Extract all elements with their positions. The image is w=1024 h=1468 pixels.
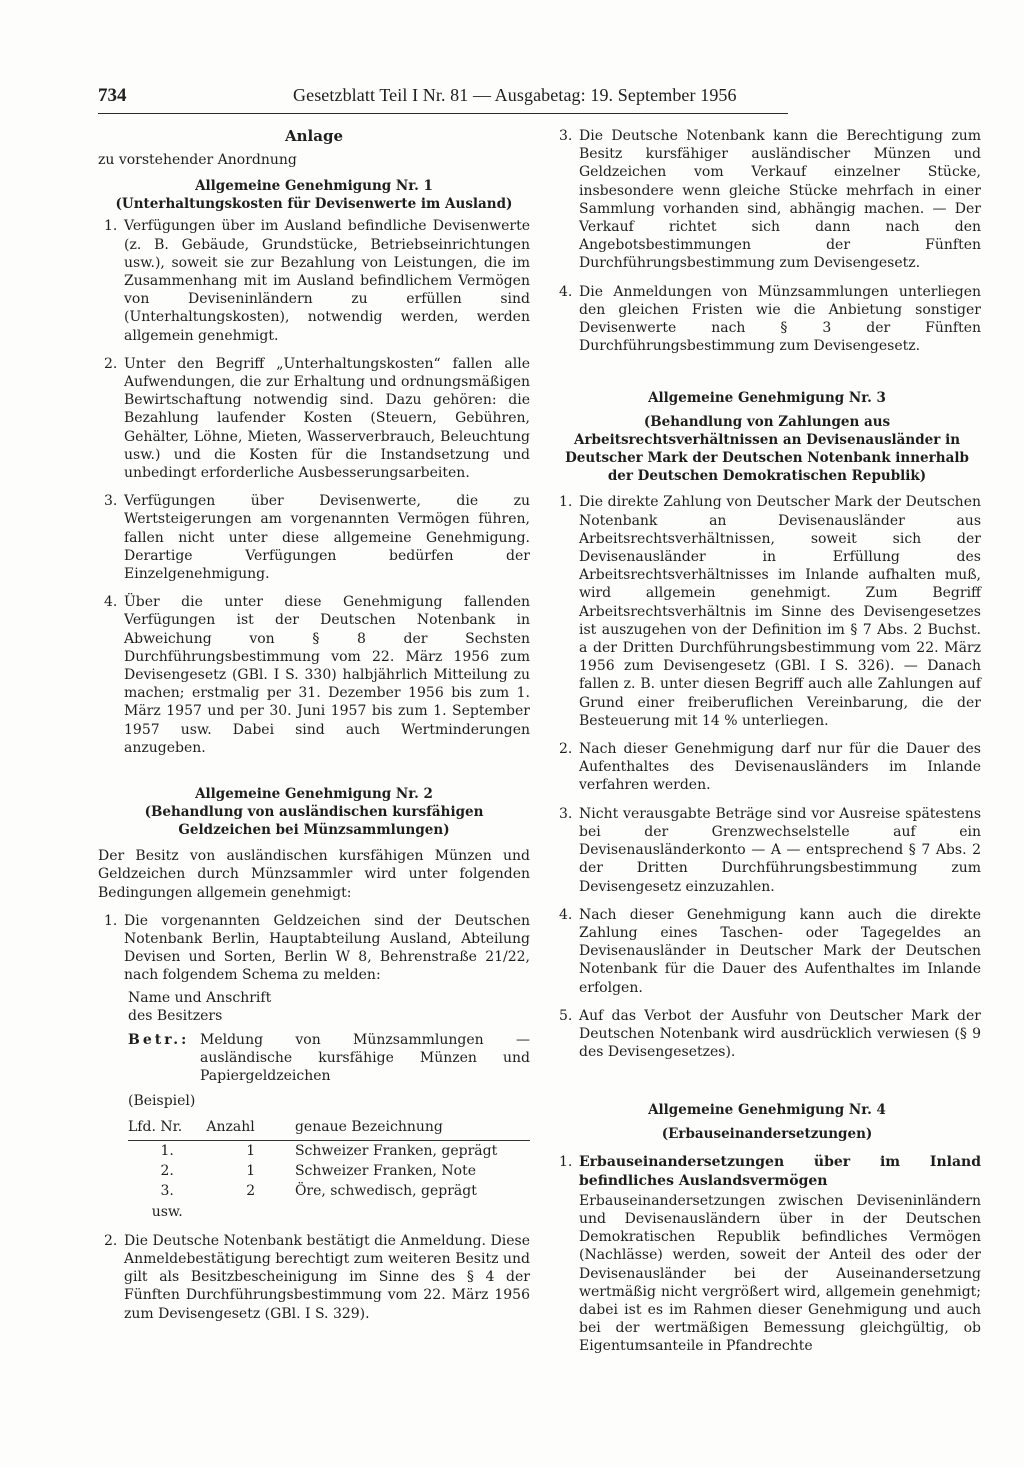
item-number: 1.: [104, 912, 118, 929]
table-cell: Schweizer Franken, Note: [294, 1163, 476, 1180]
item-text: Nach dieser Genehmigung darf nur für die Dauer des Aufenthaltes des Devisenausländers im Inlande verfahren werden.: [579, 741, 981, 794]
item-text: Verfügungen über im Ausland befindliche Devisenwerte (z. B. Gebäude, Grundstücke, Betriebseinrichtungen usw.), soweit sie zur Bezahlung von Leistungen, die im Zusammenhang mit im Ausland befindlichem Vermögen von Deviseninländern zu erfüllen sind (Unterhaltungskosten), notwendig werden, werden allgemein genehmigt.: [124, 218, 530, 344]
table-cell: usw.: [151, 1203, 183, 1220]
table-header: genaue Bezeichnung: [295, 1116, 530, 1141]
table-header: Anzahl: [206, 1116, 295, 1141]
item-heading: Erbauseinandersetzungen über im Inland befindliches Auslandsvermögen: [579, 1154, 981, 1189]
g2-title: Allgemeine Genehmigung Nr. 2: [195, 786, 433, 803]
g4-title: Allgemeine Genehmigung Nr. 4: [648, 1102, 886, 1119]
g2-subtitle: (Behandlung von ausländischen kursfähigen Geldzeichen bei Münzsammlungen): [144, 804, 484, 839]
item-text: Die Deutsche Notenbank bestätigt die Anmeldung. Diese Anmeldebestätigung berechtigt zum weiteren Besitz und gilt als Besitzbescheinigung im Sinne des § 4 der Fünften Durchführungsbestimmung vom 22. März 1956 zum Devisengesetz (GBl. I S. 329).: [124, 1232, 530, 1322]
item-text: Nach dieser Genehmigung kann auch die direkte Zahlung eines Taschen- oder Tagegeldes an Devisenausländer in Deutscher Mark der Deutschen Notenbank für die Dauer des Aufenthaltes im Inlande erfolgen.: [579, 906, 981, 996]
item-text: Nicht verausgabte Beträge sind vor Ausreise spätestens bei der Grenzwechselstelle auf ein Devisenausländerkonto — A — entsprechend § 7 Abs. 2 der Dritten Durchführungsbestimmung zum Devisengesetz einzuzahlen.: [579, 805, 981, 895]
table-row: [128, 1161, 530, 1181]
right-column: [553, 127, 981, 1356]
item-number: 4.: [104, 594, 118, 611]
list-item: [98, 1232, 530, 1323]
item-number: 3.: [559, 805, 573, 822]
item-text: Unter den Begriff „Unterhaltungskosten“ fallen alle Aufwendungen, die zur Erhaltung und ordnungsmäßigen Bewirtschaftung notwendig sind. Dazu gehören: die Bezahlung laufender Kosten (Steuern, Gebühren, Gehälter, Löhne, Mieten, Wasserverbrauch, Beleuchtung usw.) und die Kosten für die Instandsetzung und unbedingt erforderliche Ausbesserungsarbeiten.: [124, 355, 530, 482]
table-cell: Schweizer Franken, geprägt: [294, 1142, 498, 1159]
list-item: [98, 593, 530, 757]
item-number: 2.: [559, 741, 573, 758]
item-text: Über die unter diese Genehmigung fallenden Verfügungen ist der Deutschen Notenbank in Abweichung von § 8 der Sechsten Durchführungsbestimmung vom 22. März 1956 zum Devisengesetz (GBl. I S. 330) halbjährlich Mitteilung zu machen; erstmalig per 31. Dezember 1956 bis zum 1. März 1957 und per 30. Juni 1957 bis zum 1. September 1957 usw. Dabei sind auch Wertminderungen anzugeben.: [124, 594, 530, 756]
item-number: 3.: [104, 493, 118, 510]
item-text: Verfügungen über Devisenwerte, die zu Wertsteigerungen am vorgenannten Vermögen führen, fallen nicht unter diese allgemeine Genehmigung. Derartige Verfügungen bedürfen der Einzelgenehmigung.: [124, 493, 530, 583]
table-header: Lfd. Nr.: [128, 1116, 206, 1141]
item-number: 1.: [104, 218, 118, 235]
item-text: Auf das Verbot der Ausfuhr von Deutscher Mark der Deutschen Notenbank wird ausdrücklich verwiesen (§ 9 des Devisengesetzes).: [579, 1007, 981, 1061]
item-number: 4.: [559, 906, 573, 923]
betr-label: Betr.:: [128, 1031, 190, 1048]
g1-title: Allgemeine Genehmigung Nr. 1: [195, 178, 433, 195]
example-table: [128, 1116, 530, 1222]
item-number: 2.: [104, 1232, 118, 1249]
list-item: [553, 1153, 981, 1355]
table-cell: Öre, schwedisch, geprägt: [294, 1183, 477, 1200]
page-number: 734: [98, 85, 127, 106]
list-item: [98, 492, 530, 583]
left-column: [98, 127, 530, 1323]
g4-subtitle: (Erbauseinandersetzungen): [661, 1126, 873, 1143]
header-title: Gesetzblatt Teil I Nr. 81 — Ausgabetag: 19. September 1956: [293, 85, 737, 105]
list-item: [98, 217, 530, 344]
item-number: 5.: [559, 1007, 573, 1024]
item-text: Die Anmeldungen von Münzsammlungen unterliegen den gleichen Fristen wie die Anbietung sonstiger Devisenwerte nach § 3 der Fünften Durchführungsbestimmung zum Devisengesetz.: [579, 283, 981, 355]
schema-block: [128, 989, 530, 1110]
table-cell: 1.: [160, 1142, 174, 1159]
anlage-heading: Anlage: [285, 127, 343, 145]
list-item: [553, 906, 981, 997]
table-cell: 2.: [160, 1163, 174, 1180]
table-cell: 3.: [160, 1183, 174, 1200]
list-item: [553, 127, 981, 273]
list-item: [553, 493, 981, 730]
table-cell: 1: [246, 1163, 256, 1180]
anlage-subheading: zu vorstehender Anordnung: [98, 152, 297, 169]
schema-name-line-2: des Besitzers: [128, 1007, 223, 1024]
page-header: [98, 83, 788, 114]
list-item: [98, 355, 530, 482]
list-item: [553, 283, 981, 356]
g1-subtitle: (Unterhaltungskosten für Devisenwerte im Ausland): [115, 196, 513, 213]
table-row: [128, 1140, 530, 1161]
list-item: [98, 912, 530, 985]
g3-title: Allgemeine Genehmigung Nr. 3: [648, 390, 886, 407]
beispiel-label: (Beispiel): [128, 1092, 196, 1109]
schema-name-line: Name und Anschrift: [128, 989, 272, 1006]
item-number: 1.: [559, 494, 573, 511]
betr-line: [128, 1031, 530, 1086]
item-text: Erbauseinandersetzungen zwischen Deviseninländern und Devisenausländern über in der Deutschen Demokratischen Republik befindliches Vermögen (Nachlässe) werden, soweit der Anteil des oder der Devisenausländer bei der Auseinandersetzung wertmäßig nicht vergrößert wird, allgemein genehmigt; dabei ist es im Rahmen dieser Genehmigung und auch bei der wertmäßigen Bemessung gleichgültig, ob Eigentumsanteile in Pfandrechte: [579, 1192, 981, 1355]
list-item: [553, 740, 981, 795]
betr-text: Meldung von Münzsammlungen — ausländische kursfähige Münzen und Papiergeldzeichen: [200, 1031, 530, 1085]
item-text: Die direkte Zahlung von Deutscher Mark der Deutschen Notenbank an Devisenausländer aus Arbeitsrechtsverhältnissen, soweit sich der Devisenausländer in Erfüllung des Arbeitsrechtsverhältnisses im Inlande aufhalten muß, wird allgemein genehmigt. Zum Begriff Arbeitsrechtsverhältnis im Sinne des Devisengesetzes ist auszugehen von der Definition im § 7 Abs. 2 Buchst. a der Dritten Durchführungsbestimmung vom 22. März 1956 zum Devisengesetz (GBl. I S. 326). — Danach fallen z. B. unter diesen Begriff auch alle Zahlungen auf Grund einer freiberuflichen Vereinbarung, die der Besteuerung mit 14 % unterliegen.: [579, 494, 981, 729]
table-cell: 1: [246, 1142, 256, 1159]
table-header-row: [128, 1116, 530, 1141]
table-cell: 2: [246, 1183, 256, 1200]
list-item: [553, 805, 981, 896]
table-row: [128, 1181, 530, 1201]
table-row: [128, 1202, 530, 1222]
item-number: 3.: [559, 128, 573, 144]
item-text: Die vorgenannten Geldzeichen sind der Deutschen Notenbank Berlin, Hauptabteilung Ausland, Abteilung Devisen und Sorten, Berlin W 8, Behrenstraße 21/22, nach folgendem Schema zu melden:: [124, 912, 530, 984]
g3-subtitle: (Behandlung von Zahlungen aus Arbeitsrechtsverhältnissen an Devisenausländer in Deutscher Mark der Deutschen Notenbank innerhalb der Deutschen Demokratischen Republik): [565, 414, 969, 485]
item-number: 4.: [559, 283, 573, 300]
g2-intro: Der Besitz von ausländischen kursfähigen Münzen und Geldzeichen durch Münzsammler wird unter folgenden Bedingungen allgemein genehmigt:: [98, 848, 530, 901]
list-item: [553, 1007, 981, 1062]
item-text: Die Deutsche Notenbank kann die Berechtigung zum Besitz kursfähiger ausländischer Münzen und Geldzeichen vom Verkauf einzelner Stücke, insbesondere wenn gleiche Stücke mehrfach in einer Sammlung vorhanden sind, abhängig machen. — Der Verkauf richtet sich dann nach den Angebotsbestimmungen der Fünften Durchführungsbestimmung zum Devisengesetz.: [579, 128, 981, 272]
item-number: 2.: [104, 355, 118, 372]
item-number: 1.: [559, 1154, 573, 1171]
